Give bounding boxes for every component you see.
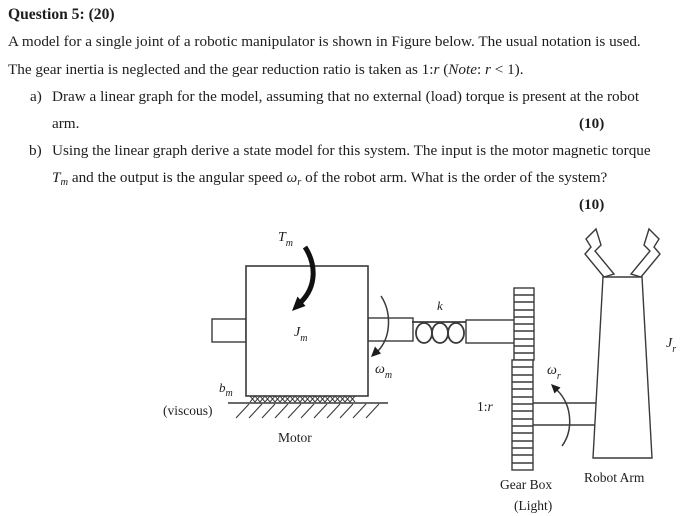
gearbox-lower-rack: [512, 360, 533, 470]
omega-r-arrow-curve: [557, 390, 570, 446]
gear-output-shaft: [533, 403, 596, 425]
gripper-left-claw: [585, 229, 614, 277]
note-symbol-r: r: [485, 61, 491, 78]
note-word: Note: [448, 61, 477, 78]
intro-line-2-pre: The gear inertia is neglected and the gear reduction ratio is taken as 1:: [8, 61, 434, 78]
label-Jr: $J_r$: [666, 336, 677, 355]
question-title: Question 5: (20): [8, 6, 115, 23]
motor-box: [246, 266, 368, 396]
friction-crosshatch: [250, 396, 355, 402]
item-b-marker: b): [29, 142, 42, 159]
item-a-line-1: Draw a linear graph for the model, assuming that no external (load) torque is present at the robot: [52, 88, 640, 105]
item-b-marks: (10): [579, 196, 605, 213]
spring-coil: [412, 322, 466, 343]
label-bm: $b_m$: [219, 380, 233, 399]
torque-symbol-T: T: [52, 169, 61, 186]
item-b-line-1: Using the linear graph derive a state model for this system. The input is the motor magnetic torque: [52, 142, 651, 159]
omega-symbol-sub: r: [297, 177, 302, 188]
label-motor: Motor: [278, 430, 312, 445]
label-gearbox-line1: Gear Box: [500, 477, 553, 492]
item-a-marks: (10): [579, 115, 605, 132]
label-gear-ratio: 1:r: [477, 399, 493, 414]
item-b-line-2-mid: and the output is the angular speed: [68, 169, 287, 186]
item-a-line-2: arm.: [52, 115, 80, 132]
robot-arm-body: [593, 277, 652, 458]
label-Tm: $T_m$: [278, 230, 294, 249]
intro-line-2-end: < 1).: [490, 61, 524, 78]
gearbox-upper-rack: [514, 288, 534, 360]
label-omega-r: $\omega_r$: [547, 363, 561, 382]
label-k: k: [437, 298, 443, 313]
label-robot-arm: Robot Arm: [584, 470, 645, 485]
omega-m-arrowhead-icon: [371, 347, 381, 358]
motor-left-stub: [212, 319, 246, 342]
item-a-marker: a): [30, 88, 42, 105]
ground-hatching: [236, 404, 379, 418]
label-viscous: (viscous): [163, 403, 213, 418]
torque-symbol-T-sub: m: [60, 177, 69, 188]
omega-symbol: ω: [286, 169, 298, 186]
intro-line-2-mid: (: [439, 61, 449, 78]
motor-right-shaft: [368, 318, 413, 341]
label-omega-m: $\omega_m$: [375, 362, 393, 381]
item-b-line-2-end: of the robot arm. What is the order of the system?: [301, 169, 608, 186]
label-Jm: $J_m$: [294, 325, 308, 344]
intro-line-2-colon: :: [476, 61, 485, 78]
ratio-symbol-r: r: [433, 61, 440, 78]
gear-input-shaft: [466, 320, 516, 343]
label-gearbox-line2: (Light): [514, 498, 553, 513]
intro-line-1: A model for a single joint of a robotic manipulator is shown in Figure below. The usual notation is used.: [8, 33, 641, 50]
gripper-right-claw: [631, 229, 660, 277]
